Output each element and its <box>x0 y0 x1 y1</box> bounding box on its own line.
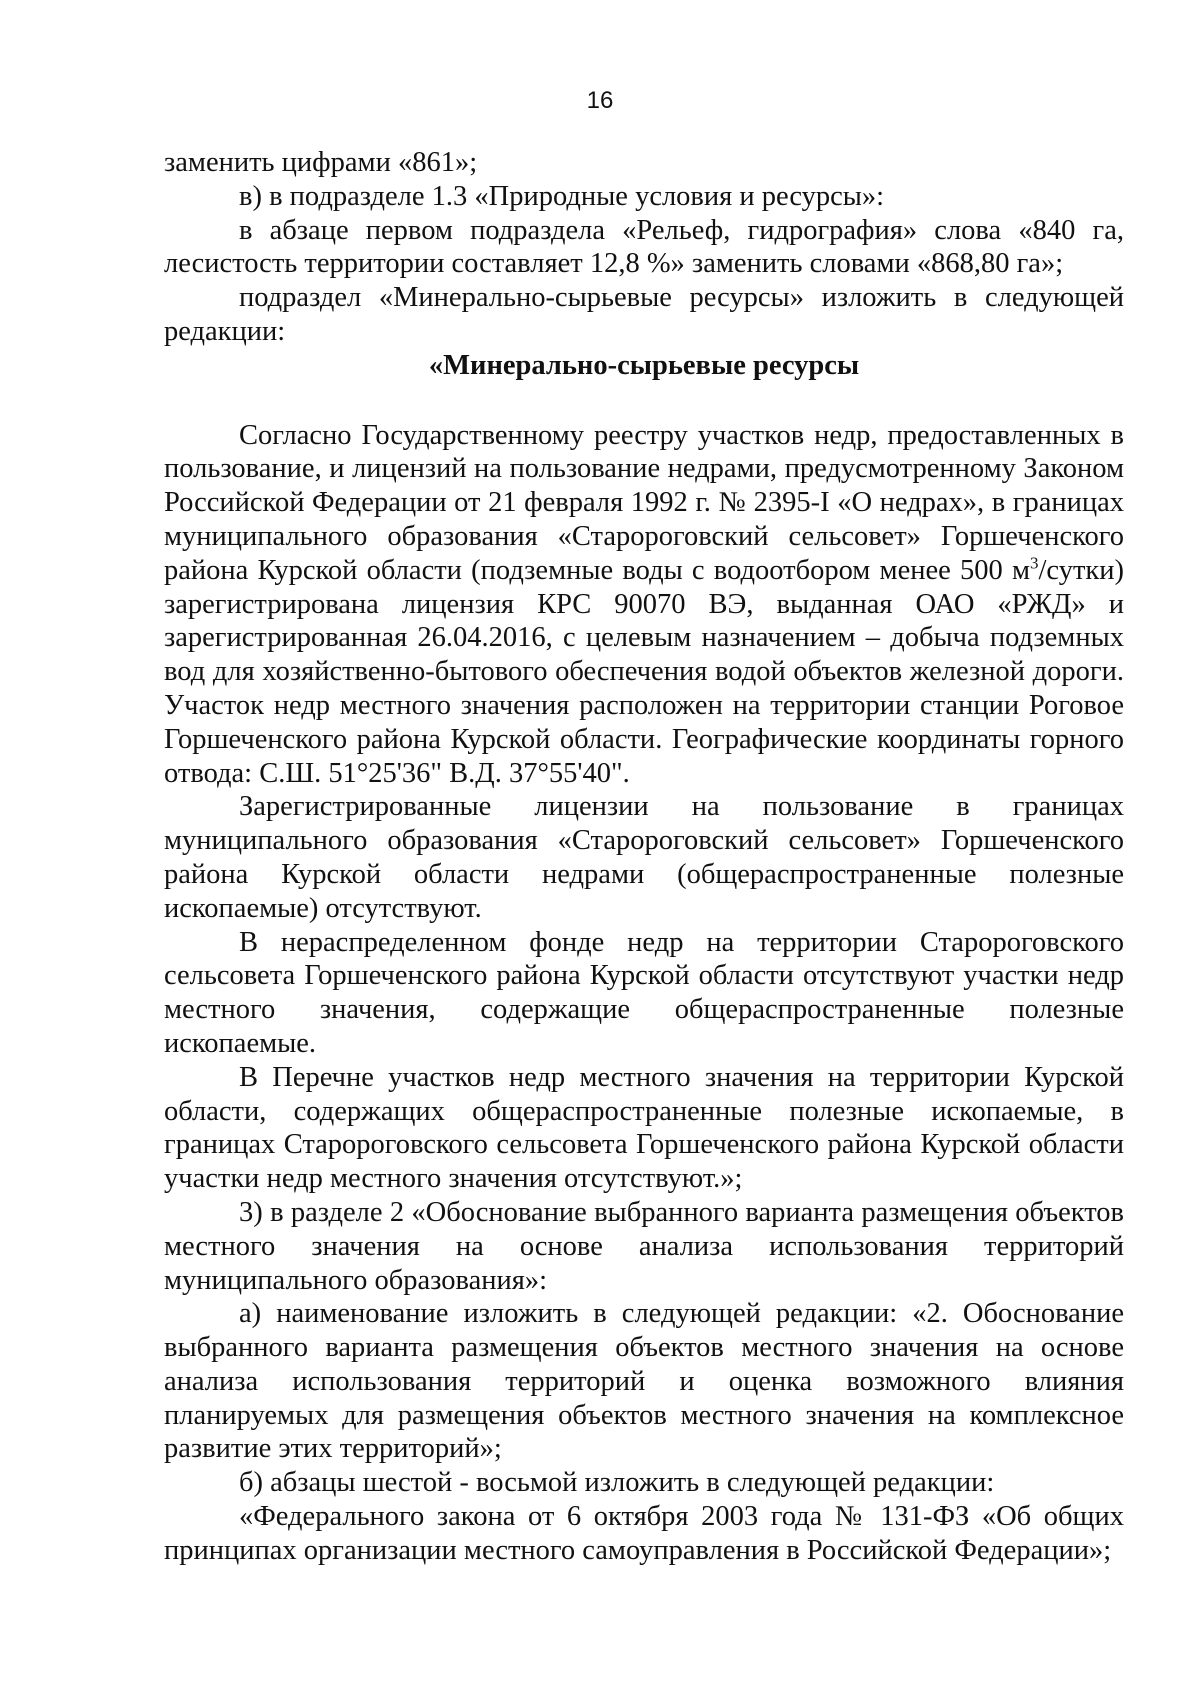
section-heading-mineral-resources: «Минерально-сырьевые ресурсы <box>428 349 860 381</box>
paragraph-registered-licenses: Зарегистрированные лицензии на пользование в границах муниципального образования «Старороговский сельсовет» Горшеченского района Курской области недрами (общераспространенные полезные ископаемые) отсутствуют. <box>164 791 1124 924</box>
cubic-superscript: 3 <box>1030 553 1039 573</box>
paragraph-replace-digits: заменить цифрами «861»; <box>164 147 478 178</box>
paragraph-section-2: 3) в разделе 2 «Обоснование выбранного варианта размещения объектов местного значения на основе анализа использования территорий муниципального образования»: <box>164 1196 1124 1296</box>
spacer <box>164 383 1124 419</box>
paragraph-federal-law: «Федерального закона от 6 октября 2003 года № 131-ФЗ «Об общих принципах организации местного самоуправления в Российской Федерации»; <box>164 1501 1124 1566</box>
license-text-start: Согласно Государственному реестру участков недр, предоставленных в пользование, и лицензий на пользование недрами, предусмотренному Законом Российской Федерации от 21 февраля 1992 г. № 2395-I «О недрах», в границах муниципального образования «Старороговский сельсовет» Горшеченского района Курской области (подземные воды с водоотбором менее 500 м <box>164 419 1124 586</box>
paragraph-mineral-resources-intro: подраздел «Минерально-сырьевые ресурсы» изложить в следующей редакции: <box>164 282 1124 347</box>
paragraph-item-a: а) наименование изложить в следующей редакции: «2. Обоснование выбранного варианта размещения объектов местного значения на основе анализа использования территорий и оценка возможного влияния планируемых для размещения объектов местного значения на комплексное развитие этих территорий»; <box>164 1298 1124 1465</box>
paragraph-list-of-plots: В Перечне участков недр местного значения на территории Курской области, содержащих общераспространенные полезные ископаемые, в границах Старороговского сельсовета Горшеченского района Курской области участки недр местного значения отсутствуют.»; <box>164 1061 1124 1195</box>
paragraph-item-b: б) абзацы шестой - восьмой изложить в следующей редакции: <box>239 1467 995 1499</box>
paragraph-subsection-1-3: в) в подразделе 1.3 «Природные условия и ресурсы»: <box>239 180 885 212</box>
paragraph-license-registry <box>164 419 1124 791</box>
page-number: 16 <box>586 87 614 114</box>
document-body <box>164 146 1124 1568</box>
license-text-end: /сутки) зарегистрирована лицензия КРС 90070 ВЭ, выданная ОАО «РЖД» и зарегистрированная 26.04.2016, с целевым назначением – добыча подземных вод для хозяйственно-бытового обеспечения водой объектов железной дороги. Участок недр местного значения расположен на территории станции Роговое Горшеченского района Курской области. Географические координаты горного отвода: С.Ш. 51°25'36" В.Д. 37°55'40". <box>164 554 1124 789</box>
paragraph-relief-hydrography: в абзаце первом подраздела «Рельеф, гидрография» слова «840 га, лесистость территории составляет 12,8 %» заменить словами «868,80 га»; <box>164 214 1124 280</box>
paragraph-unallocated-fund: В нераспределенном фонде недр на территории Старороговского сельсовета Горшеченского района Курской области отсутствуют участки недр местного значения, содержащие общераспространенные полезные ископаемые. <box>164 926 1124 1059</box>
